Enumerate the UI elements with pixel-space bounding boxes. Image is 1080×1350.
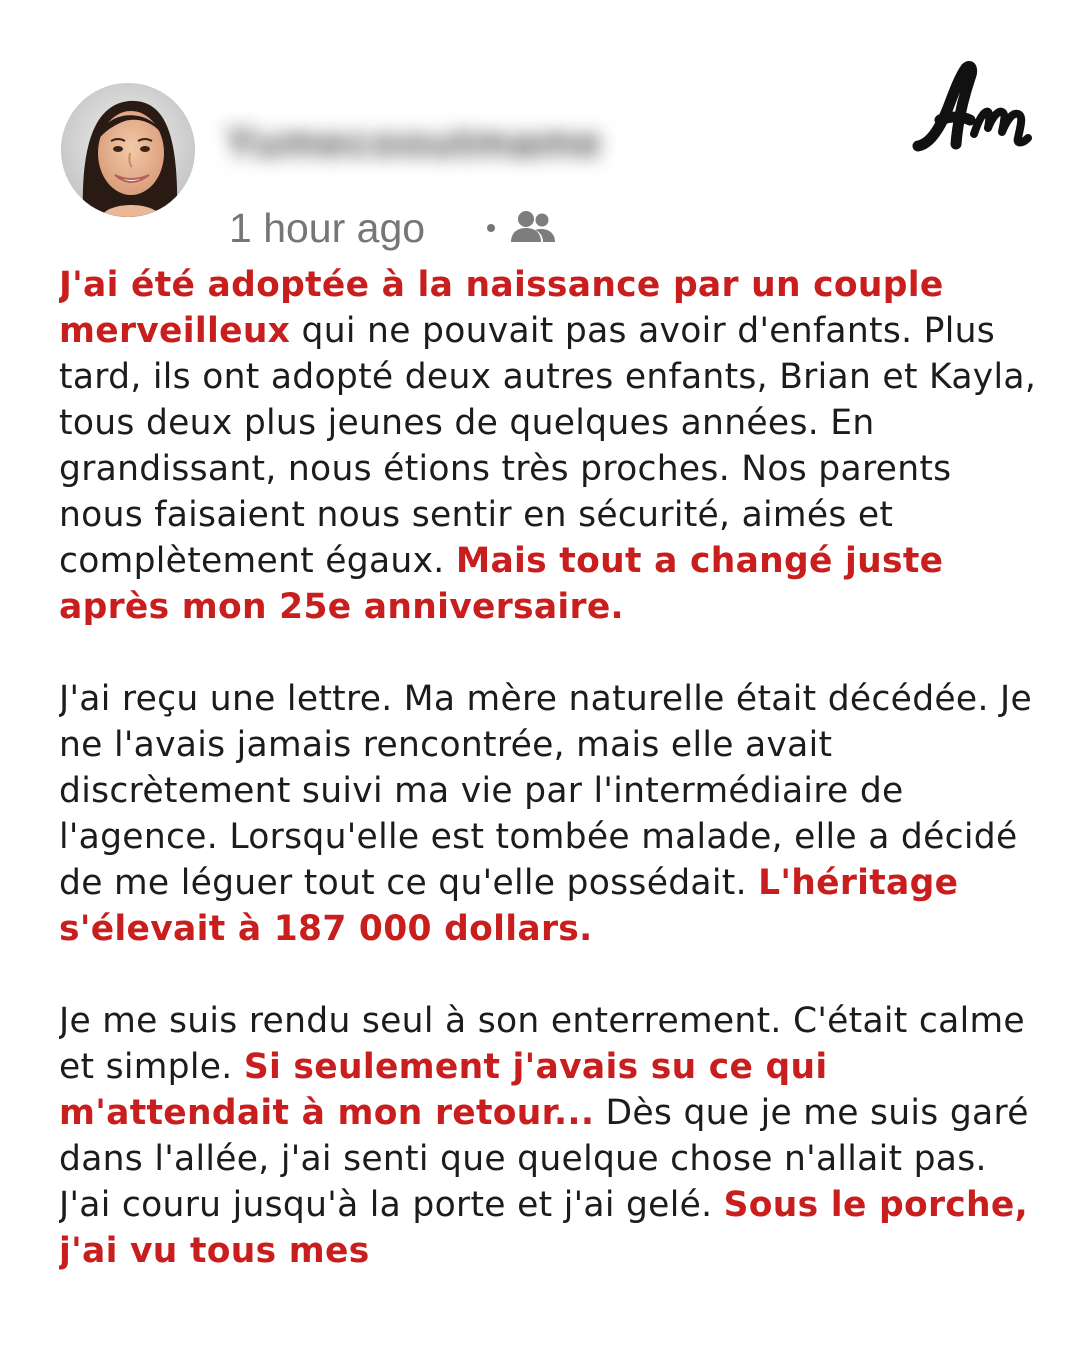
post-header bbox=[0, 0, 1080, 260]
post-paragraph-1 bbox=[59, 262, 1044, 630]
highlight-text: Sous le porche, j'ai vu tous mes bbox=[59, 1185, 1028, 1271]
post-body bbox=[59, 262, 1044, 1350]
post-meta bbox=[229, 200, 557, 256]
avatar-image bbox=[61, 83, 195, 217]
body-text: J'ai reçu une lettre. Ma mère naturelle était décédée. Je ne l'avais jamais rencontrée, mais elle avait discrètement suivi ma vie par l'intermédiaire de l'agence. Lorsqu'elle est tombée malade, elle a décidé de me léguer tout ce qu'elle possédait. bbox=[59, 679, 1032, 903]
friends-icon[interactable] bbox=[509, 208, 557, 248]
highlight-text: J'ai été adoptée à la naissance par un couple merveilleux bbox=[59, 265, 944, 351]
body-text: qui ne pouvait pas avoir d'enfants. Plus tard, ils ont adopté deux autres enfants, Brian et Kayla, tous deux plus jeunes de quelques années. En grandissant, nous étions très proches. Nos parents nous faisaient nous sentir en sécurité, aimés et complètement égaux. bbox=[59, 311, 1037, 581]
highlight-text: L'héritage s'élevait à 187 000 dollars. bbox=[59, 863, 959, 949]
post-paragraph-2 bbox=[59, 676, 1044, 952]
body-text: Je me suis rendu seul à son enterrement. C'était calme et simple. bbox=[59, 1001, 1025, 1087]
author-name[interactable]: Yumecooutmame bbox=[225, 118, 603, 167]
body-text: Dès que je me suis garé dans l'allée, j'ai senti que quelque chose n'allait pas. J'ai couru jusqu'à la porte et j'ai gelé. bbox=[59, 1093, 1029, 1225]
post-timestamp[interactable]: 1 hour ago bbox=[229, 204, 426, 251]
highlight-text: Mais tout a changé juste après mon 25e anniversaire. bbox=[59, 541, 944, 627]
highlight-text: Si seulement j'avais su ce qui m'attendait à mon retour... bbox=[59, 1047, 828, 1133]
post-paragraph-3 bbox=[59, 998, 1044, 1274]
meta-separator-dot bbox=[487, 224, 495, 232]
brand-logo bbox=[910, 58, 1040, 158]
avatar[interactable] bbox=[61, 83, 195, 217]
